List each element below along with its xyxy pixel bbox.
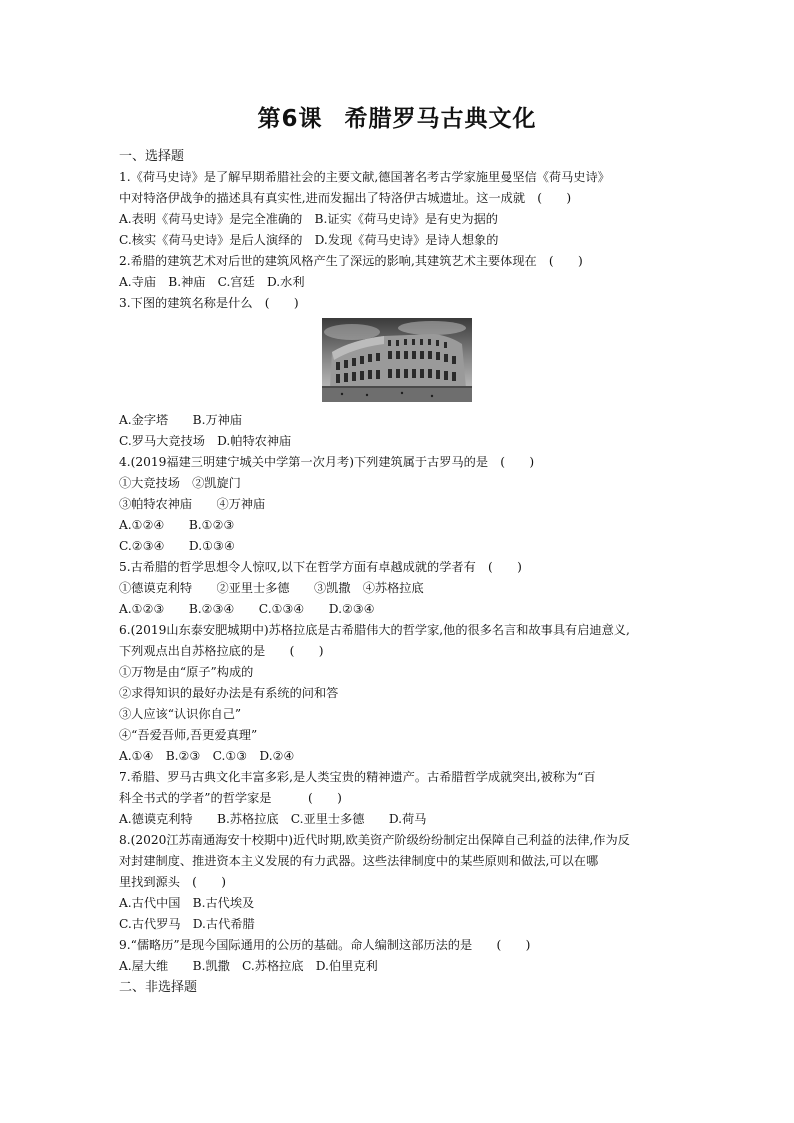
lesson-name: 希腊罗马古典文化: [344, 106, 537, 132]
answer-options-line: ②求得知识的最好办法是有系统的问和答: [119, 686, 339, 700]
section-heading: 二、非选择题: [119, 980, 198, 995]
section-heading: 一、选择题: [119, 149, 185, 164]
question-text-line: 6.(2019山东泰安肥城期中)苏格拉底是古希腊伟大的哲学家,他的很多名言和故事具有启迪意义,: [119, 623, 630, 637]
lines-before-image: [119, 146, 689, 314]
colosseum-photo: [322, 318, 472, 402]
colosseum-figure: [119, 314, 689, 410]
page-title: [0, 100, 794, 133]
question-text-line: 科全书式的学者”的哲学家是 ( ): [119, 791, 342, 805]
answer-options-line: ①大竞技场 ②凯旋门: [119, 476, 241, 490]
answer-options-line: C.罗马大竞技场 D.帕特农神庙: [119, 434, 292, 448]
answer-options-line: A.寺庙 B.神庙 C.宫廷 D.水利: [119, 275, 305, 289]
question-text-line: 1.《荷马史诗》是了解早期希腊社会的主要文献,德国著名考古学家施里曼坚信《荷马史诗》: [119, 170, 610, 184]
question-text-line: 中对特洛伊战争的描述具有真实性,进而发掘出了特洛伊古城遗址。这一成就 ( ): [119, 191, 572, 205]
question-text-line: 2.希腊的建筑艺术对后世的建筑风格产生了深远的影响,其建筑艺术主要体现在 ( ): [119, 254, 583, 268]
question-text-line: 9.“儒略历”是现今国际通用的公历的基础。命人编制这部历法的是 ( ): [119, 938, 531, 952]
question-text-line: 下列观点出自苏格拉底的是 ( ): [119, 644, 324, 658]
answer-options-line: A.①②④ B.①②③: [119, 518, 235, 532]
question-text-line: 7.希腊、罗马古典文化丰富多彩,是人类宝贵的精神遗产。古希腊哲学成就突出,被称为“百: [119, 770, 596, 784]
question-text-line: 8.(2020江苏南通海安十校期中)近代时期,欧美资产阶级纷纷制定出保障自己利益的法律,作为反: [119, 833, 630, 847]
answer-options-line: A.古代中国 B.古代埃及: [119, 896, 255, 910]
answer-options-line: C.核实《荷马史诗》是后人演绎的 D.发现《荷马史诗》是诗人想象的: [119, 233, 499, 247]
answer-options-line: A.①②③ B.②③④ C.①③④ D.②③④: [119, 602, 375, 616]
answer-options-line: C.②③④ D.①③④: [119, 539, 235, 553]
answer-options-line: A.屋大维 B.凯撒 C.苏格拉底 D.伯里克利: [119, 959, 378, 973]
answer-options-line: A.德谟克利特 B.苏格拉底 C.亚里士多德 D.荷马: [119, 812, 427, 826]
question-text-line: 里找到源头 ( ): [119, 875, 227, 889]
answer-options-line: ④“吾爱吾师,吾更爱真理”: [119, 728, 258, 742]
question-text-line: 对封建制度、推进资本主义发展的有力武器。这些法律制度中的某些原则和做法,可以在哪: [119, 854, 599, 868]
answer-options-line: ③帕特农神庙 ④万神庙: [119, 497, 266, 511]
answer-options-line: A.①④ B.②③ C.①③ D.②④: [119, 749, 295, 763]
answer-options-line: A.金字塔 B.万神庙: [119, 413, 243, 427]
answer-options-line: C.古代罗马 D.古代希腊: [119, 917, 255, 931]
lines-after-image: [119, 410, 689, 998]
answer-options-line: A.表明《荷马史诗》是完全准确的 B.证实《荷马史诗》是有史为据的: [119, 212, 498, 226]
question-content: [119, 146, 689, 998]
question-text-line: 3.下图的建筑名称是什么 ( ): [119, 296, 299, 310]
answer-options-line: ①德谟克利特 ②亚里士多德 ③凯撒 ④苏格拉底: [119, 581, 424, 595]
answer-options-line: ①万物是由“原子”构成的: [119, 665, 254, 679]
question-text-line: 5.古希腊的哲学思想令人惊叹,以下在哲学方面有卓越成就的学者有 ( ): [119, 560, 522, 574]
answer-options-line: ③人应该“认识你自己”: [119, 707, 242, 721]
lesson-number: 第6课: [257, 106, 323, 132]
question-text-line: 4.(2019福建三明建宁城关中学第一次月考)下列建筑属于古罗马的是 ( ): [119, 455, 535, 469]
